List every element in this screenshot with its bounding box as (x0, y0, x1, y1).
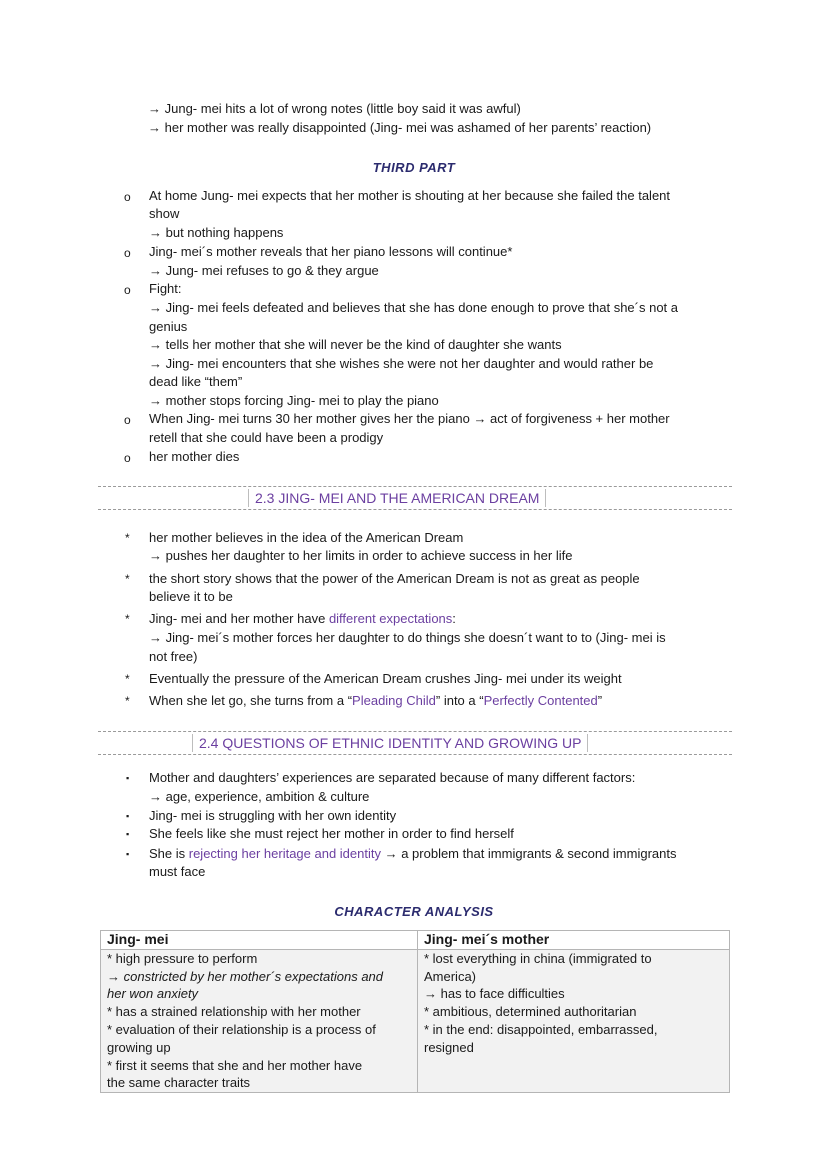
cell-line: * lost everything in china (immigrated to (424, 950, 652, 966)
text-span: Jing- mei and her mother have (149, 611, 329, 626)
cell-line: resigned (424, 1039, 474, 1055)
text-span: : (452, 611, 456, 626)
list-item-line: Fight: (149, 281, 182, 296)
cell-line: * has a strained relationship with her mother (107, 1004, 361, 1020)
bullet-icon: * (125, 694, 130, 708)
cell-line: → has to face difficulties (424, 986, 565, 1002)
cell-line: → constricted by her mother´s expectations and (107, 968, 384, 984)
character-table (100, 930, 730, 1093)
bullet-icon: ▪ (126, 849, 130, 859)
list-item-line: → age, experience, ambition & culture (149, 789, 370, 804)
part-heading: THIRD PART (372, 160, 456, 175)
highlight-text: different expectations (328, 611, 453, 626)
bullet-icon: o (124, 413, 131, 427)
list-item-line: her mother dies (149, 449, 240, 464)
list-item-line: not free) (149, 649, 198, 664)
list-item-line: When Jing- mei turns 30 her mother gives her the piano → act of forgiveness + her mother (149, 411, 670, 426)
cell-line: the same character traits (107, 1075, 251, 1091)
list-item-line: believe it to be (149, 589, 233, 604)
bullet-icon: * (125, 612, 130, 626)
list-item-line: At home Jung- mei expects that her mother is shouting at her because she failed the talent (149, 188, 671, 203)
list-item-line: must face (149, 864, 206, 879)
cell-line: * in the end: disappointed, embarrassed, (424, 1021, 658, 1037)
list-item-line: her mother believes in the idea of the American Dream (149, 530, 464, 545)
text-span: She is (149, 846, 189, 861)
list-item-line: retell that she could have been a prodigy (149, 430, 384, 445)
section-heading-band (98, 486, 732, 510)
section-title: 2.3 JING- MEI AND THE AMERICAN DREAM (248, 489, 546, 507)
bullet-icon: ▪ (126, 811, 130, 821)
table-cell (101, 949, 418, 1092)
cell-line: America) (424, 968, 477, 984)
cell-line: growing up (107, 1039, 171, 1055)
bullet-icon: ▪ (126, 773, 130, 783)
list-item-line: → Jing- mei encounters that she wishes she were not her daughter and would rather be (149, 356, 654, 371)
list-item-line: → tells her mother that she will never be the kind of daughter she wants (149, 337, 562, 352)
cell-line: * first it seems that she and her mother have (107, 1057, 363, 1073)
part-heading: CHARACTER ANALYSIS (334, 904, 494, 919)
list-item-line: dead like “them” (149, 374, 243, 389)
list-item-line: → but nothing happens (149, 225, 284, 240)
text-span: → a problem that immigrants & second immigrants (380, 846, 677, 861)
highlight-text: Perfectly Contented (483, 693, 598, 708)
cell-line: her won anxiety (107, 986, 199, 1002)
list-item-line: Eventually the pressure of the American Dream crushes Jing- mei under its weight (149, 671, 622, 686)
text-line: → Jung- mei hits a lot of wrong notes (little boy said it was awful) (148, 101, 521, 116)
table-cell (418, 949, 730, 1092)
list-item-line: → Jung- mei refuses to go & they argue (149, 263, 379, 278)
bullet-icon: ▪ (126, 829, 130, 839)
text-span: ” (597, 693, 603, 708)
table-row (101, 949, 730, 1092)
table-header-cell: Jing- mei (101, 931, 418, 950)
bullet-icon: o (124, 190, 131, 204)
list-item-line (149, 845, 676, 863)
list-item-line (149, 692, 602, 710)
list-item-line: show (149, 206, 180, 221)
text-span: When she let go, she turns from a “ (149, 693, 353, 708)
bullet-icon: o (124, 246, 131, 260)
list-item-line: → mother stops forcing Jing- mei to play the piano (149, 393, 439, 408)
cell-line: * ambitious, determined authoritarian (424, 1004, 637, 1020)
list-item-line: She feels like she must reject her mother in order to find herself (149, 826, 514, 841)
list-item-line (149, 610, 456, 628)
table-header-row (101, 931, 730, 950)
highlight-text: Pleading Child (352, 693, 436, 708)
list-item-line: genius (149, 319, 188, 334)
section-heading-band (98, 731, 732, 755)
list-item-line: → Jing- mei feels defeated and believes that she has done enough to prove that she´s not a (149, 300, 679, 315)
table-header-cell: Jing- mei´s mother (418, 931, 730, 950)
bullet-icon: * (125, 531, 130, 545)
list-item-line: Jing- mei´s mother reveals that her piano lessons will continue* (149, 244, 513, 259)
cell-line: * evaluation of their relationship is a process of (107, 1021, 376, 1037)
cell-line: * high pressure to perform (107, 950, 258, 966)
bullet-icon: * (125, 672, 130, 686)
section-title: 2.4 QUESTIONS OF ETHNIC IDENTITY AND GROWING UP (192, 734, 588, 752)
highlight-text: rejecting her heritage and identity (188, 846, 381, 861)
list-item-line: Mother and daughters’ experiences are separated because of many different factors: (149, 770, 636, 785)
list-item-line: → Jing- mei´s mother forces her daughter to do things she doesn´t want to to (Jing- mei is (149, 630, 666, 645)
text-line: → her mother was really disappointed (Jing- mei was ashamed of her parents’ reaction) (148, 120, 652, 135)
list-item-line: Jing- mei is struggling with her own identity (149, 808, 397, 823)
bullet-icon: * (125, 572, 130, 586)
bullet-icon: o (124, 283, 131, 297)
list-item-line: → pushes her daughter to her limits in order to achieve success in her life (149, 548, 573, 563)
list-item-line: the short story shows that the power of the American Dream is not as great as people (149, 571, 640, 586)
bullet-icon: o (124, 451, 131, 465)
text-span: ” into a “ (435, 693, 484, 708)
